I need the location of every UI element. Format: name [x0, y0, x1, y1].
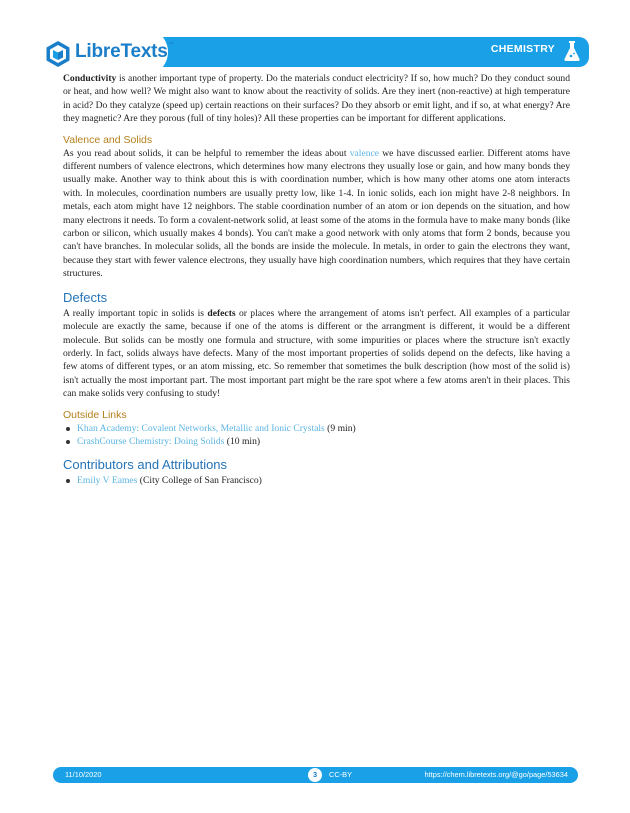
conductivity-term: Conductivity	[63, 73, 117, 84]
contributors-heading: Contributors and Attributions	[63, 456, 228, 472]
crashcourse-link[interactable]: CrashCourse Chemistry: Doing Solids	[77, 435, 225, 447]
footer-date: 11/10/2020	[65, 770, 102, 779]
list-item: CrashCourse Chemistry: Doing Solids (10 min)	[63, 435, 570, 448]
contributor-link[interactable]: Emily V Eames	[77, 474, 138, 486]
page-header	[0, 0, 630, 72]
outside-links-heading: Outside Links	[63, 408, 127, 421]
license-label: CC-BY	[329, 770, 352, 779]
subject-label: CHEMISTRY	[490, 43, 555, 55]
outside-links-list	[63, 422, 570, 448]
defects-term: defects	[207, 307, 236, 319]
valence-link[interactable]: valence	[349, 147, 380, 159]
list-item: Khan Academy: Covalent Networks, Metallic and Ionic Crystals (9 min)	[63, 422, 570, 435]
page-content	[63, 72, 570, 487]
contributors-list	[63, 474, 570, 487]
conductivity-paragraph: Conductivity is another important type of property. Do the materials conduct electricity? If so, how much? Do they conduct sound or heat, and how well? We might also want to know about the reactivity of solids. Are they inert (non-reactive) at high temperature in acid? Do they catalyze (speed up) certain reactions on their surfaces? Do they absorb or emit light, and if so, at what energy? Are they magnetic? Are they porous (full of tiny holes)? All these properties can be important for different applications.	[63, 73, 570, 125]
flask-icon	[563, 40, 581, 62]
page-url-link[interactable]: https://chem.libretexts.org/@go/page/53634	[424, 770, 568, 779]
list-item: Emily V Eames (City College of San Francisco)	[63, 474, 570, 487]
bullet-icon	[66, 440, 70, 444]
page-number: 3	[308, 768, 322, 782]
bullet-icon	[66, 427, 70, 431]
defects-heading: Defects	[63, 289, 108, 305]
logo-text[interactable]: LibreTexts™	[75, 41, 174, 62]
valence-paragraph: As you read about solids, it can be helpful to remember the ideas about valence we have discussed earlier. Different atoms have different numbers of valence electrons, which determines how many electrons they usually lose or gain, and how many bonds they usually make. Another way to think about this is with coordination number, which is how many other atoms one atom interacts with. In molecules, coordination numbers are usually pretty low, like 1-4. In ionic solids, each ion might have 2-8 neighbors. In metals, each atom might have 12 neighbors. The stable coordination number of an atom or ion depends on the situation, and how many electrons it needs. To form a covalent-network solid, at least some of the atoms in the formula have to make many bonds (like carbon or silicon, which usually makes 4 bonds). You can't make a good network with only atoms that form 2 bonds, because you can't have branches. In molecular solids, all the bonds are inside the molecule. In metals, in order to gain the electrons they want, because they start with fewer valence electrons, they usually have high coordination numbers, which requires that they have certain structures.	[63, 147, 570, 280]
page-footer	[53, 767, 578, 783]
defects-paragraph: A really important topic in solids is defects or places where the arrangement of atoms isn't perfect. All examples of a particular molecule are exactly the same, because if one of the atoms is different or the arrangment is different, it would be a different molecule. But solids can be mostly one formula and structure, with some impurities or places where the structure isn't exactly orderly. In fact, solids always have defects. Many of the most important properties of solids depend on the defects, like having a few atoms of different types, or an atom missing, etc. So remember that sometimes the bulk description (how most of the solid is) isn't actually the most important part. The most important part might be the rare spot where a few atoms aren't in their places. This can make solids very confusing to study!	[63, 307, 570, 400]
valence-heading: Valence and Solids	[63, 133, 153, 146]
libretexts-hexagon-icon[interactable]	[44, 40, 72, 68]
bullet-icon	[66, 479, 70, 483]
khan-academy-link[interactable]: Khan Academy: Covalent Networks, Metallic and Ionic Crystals	[77, 422, 325, 434]
